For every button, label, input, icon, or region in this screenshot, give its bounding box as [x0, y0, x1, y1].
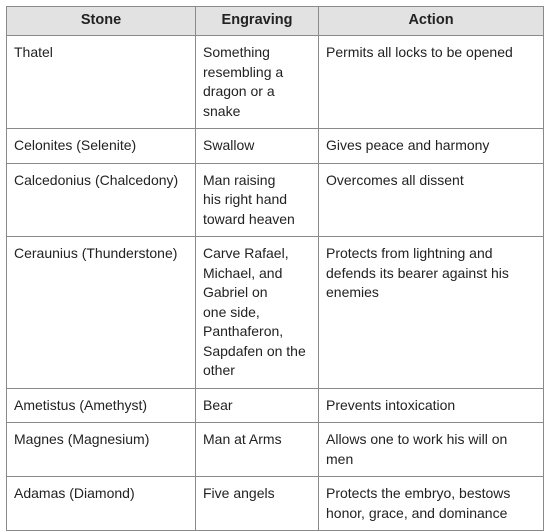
action-cell — [319, 423, 544, 477]
stone-text: Adamas (Diamond) — [14, 485, 135, 501]
column-header-stone: Stone — [7, 7, 196, 36]
action-cell — [319, 163, 544, 237]
engraving-text: Man at Arms — [203, 431, 282, 447]
column-header-engraving: Engraving — [196, 7, 319, 36]
action-text: Permits all locks to be opened — [326, 44, 513, 60]
table-row — [7, 477, 544, 531]
engraving-text: Bear — [203, 396, 233, 413]
stones-table-container — [6, 6, 543, 531]
engraving-cell — [196, 388, 319, 423]
stone-cell — [7, 477, 196, 531]
action-cell — [319, 388, 544, 423]
stone-cell — [7, 423, 196, 477]
action-cell — [319, 129, 544, 164]
action-cell — [319, 237, 544, 389]
engraving-cell — [196, 423, 319, 477]
stone-text: Celonites (Selenite) — [14, 137, 137, 153]
engraving-text: Carve Rafael, Michael, and Gabriel on one side, Panthaferon, Sapdafen on the other — [203, 245, 306, 378]
stone-text: Magnes (Magnesium) — [14, 431, 150, 447]
action-text: Protects the embryo, bestows honor, grace, and dominance — [326, 485, 511, 521]
engraving-cell — [196, 477, 319, 531]
table-row — [7, 163, 544, 237]
action-cell — [319, 36, 544, 129]
column-header-action: Action — [319, 7, 544, 36]
engraving-text: Something resembling a dragon or a snake — [203, 44, 284, 119]
engraving-cell — [196, 129, 319, 164]
stones-table — [6, 6, 544, 531]
stone-cell — [7, 36, 196, 129]
stone-cell — [7, 388, 196, 423]
header-row — [7, 7, 544, 36]
stone-cell — [7, 163, 196, 237]
stone-text: Calcedonius (Chalcedony) — [14, 171, 179, 188]
stone-cell — [7, 237, 196, 389]
engraving-cell — [196, 36, 319, 129]
action-text: Gives peace and harmony — [326, 137, 490, 153]
table-row — [7, 388, 544, 423]
stone-text: Ametistus (Amethyst) — [14, 396, 148, 413]
table-row — [7, 129, 544, 164]
stone-cell — [7, 129, 196, 164]
table-row — [7, 423, 544, 477]
engraving-cell — [196, 237, 319, 389]
engraving-text: Swallow — [203, 137, 255, 153]
table-row — [7, 36, 544, 129]
stone-text: Ceraunius (Thunderstone) — [14, 245, 178, 261]
engraving-text: Five angels — [203, 485, 275, 501]
action-text: Allows one to work his will on men — [326, 431, 508, 467]
action-cell — [319, 477, 544, 531]
stone-text: Thatel — [14, 44, 53, 60]
action-text: Protects from lightning and defends its bearer against his enemies — [326, 245, 509, 300]
action-text: Prevents intoxication — [326, 396, 456, 413]
engraving-text: Man raising his right hand toward heaven — [203, 171, 295, 227]
action-text: Overcomes all dissent — [326, 171, 464, 188]
table-row — [7, 237, 544, 389]
engraving-cell — [196, 163, 319, 237]
